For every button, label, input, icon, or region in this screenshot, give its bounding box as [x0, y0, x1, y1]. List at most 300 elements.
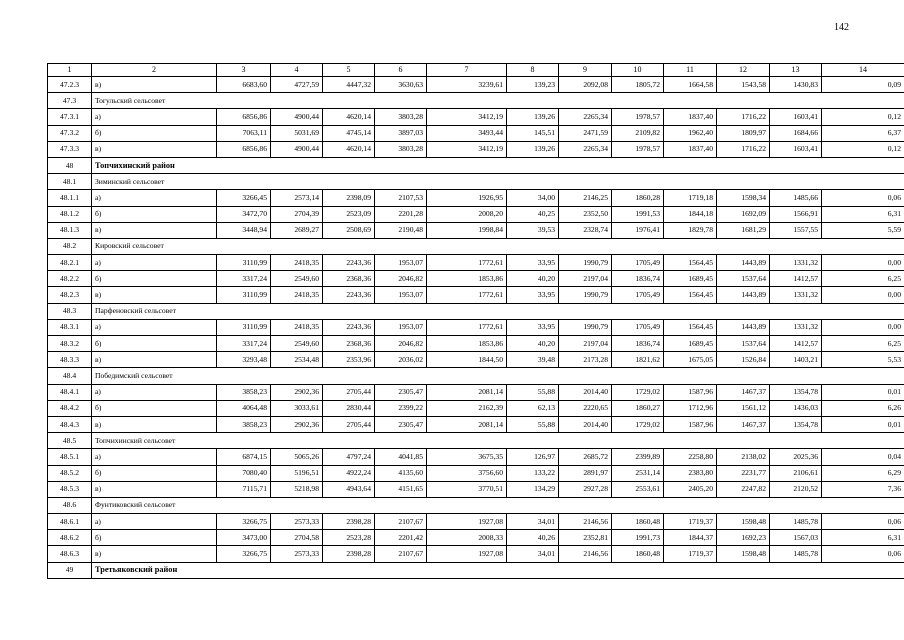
- value-cell: 2573,14: [271, 190, 323, 206]
- value-cell: 3473,00: [217, 530, 271, 546]
- value-cell: 2046,82: [375, 336, 427, 352]
- value-cell: 2109,82: [612, 125, 664, 141]
- value-cell: 0,04: [822, 449, 904, 465]
- section-row: [48, 303, 904, 319]
- value-cell: 0,00: [822, 255, 904, 271]
- value-cell: 33,95: [507, 287, 559, 303]
- value-cell: 1716,22: [717, 141, 770, 157]
- value-cell: 2258,80: [664, 449, 717, 465]
- page-number: 142: [834, 22, 849, 33]
- value-cell: 1860,48: [612, 546, 664, 562]
- table-row: [48, 255, 904, 271]
- table-row: [48, 530, 904, 546]
- section-row: [48, 497, 904, 513]
- row-option: в): [92, 287, 217, 303]
- row-code: 48.2.1: [48, 255, 92, 271]
- value-cell: 1719,37: [664, 546, 717, 562]
- value-cell: 1991,73: [612, 530, 664, 546]
- value-cell: 3239,61: [427, 77, 507, 93]
- row-code: 48.4.3: [48, 416, 92, 432]
- value-cell: 1436,03: [770, 400, 822, 416]
- value-cell: 3110,99: [217, 287, 271, 303]
- value-cell: 1331,32: [770, 287, 822, 303]
- value-cell: 2265,34: [559, 109, 612, 125]
- value-cell: 133,22: [507, 465, 559, 481]
- value-cell: 2197,04: [559, 336, 612, 352]
- value-cell: 4041,85: [375, 449, 427, 465]
- value-cell: 2685,72: [559, 449, 612, 465]
- section-name: Парфеновский сельсовет: [92, 303, 904, 319]
- value-cell: 5196,51: [271, 465, 323, 481]
- value-cell: 2398,28: [323, 514, 375, 530]
- row-code: 48.6: [48, 497, 92, 513]
- row-code: 48.5.1: [48, 449, 92, 465]
- column-header: 10: [612, 64, 664, 77]
- value-cell: 2689,27: [271, 222, 323, 238]
- value-cell: 1412,57: [770, 271, 822, 287]
- value-cell: 1729,02: [612, 416, 664, 432]
- value-cell: 2471,59: [559, 125, 612, 141]
- header-row: [48, 64, 904, 77]
- table-row: [48, 141, 904, 157]
- value-cell: 0,12: [822, 109, 904, 125]
- value-cell: 4064,48: [217, 400, 271, 416]
- value-cell: 2243,36: [323, 319, 375, 335]
- value-cell: 1564,45: [664, 319, 717, 335]
- value-cell: 2146,56: [559, 546, 612, 562]
- value-cell: 1467,37: [717, 416, 770, 432]
- value-cell: 40,26: [507, 530, 559, 546]
- value-cell: 2830,44: [323, 400, 375, 416]
- table-row: [48, 416, 904, 432]
- row-code: 48.4.2: [48, 400, 92, 416]
- value-cell: 33,95: [507, 255, 559, 271]
- table-row: [48, 109, 904, 125]
- value-cell: 2008,33: [427, 530, 507, 546]
- value-cell: 1443,89: [717, 319, 770, 335]
- value-cell: 0,06: [822, 546, 904, 562]
- value-cell: 0,01: [822, 416, 904, 432]
- value-cell: 3266,75: [217, 514, 271, 530]
- row-code: 48.6.1: [48, 514, 92, 530]
- row-code: 48.4: [48, 368, 92, 384]
- table-row: [48, 77, 904, 93]
- value-cell: 0,01: [822, 384, 904, 400]
- value-cell: 1844,37: [664, 530, 717, 546]
- table-body: [48, 77, 904, 579]
- value-cell: 2352,81: [559, 530, 612, 546]
- value-cell: 40,20: [507, 271, 559, 287]
- value-cell: 2107,67: [375, 546, 427, 562]
- row-option: б): [92, 271, 217, 287]
- value-cell: 2201,42: [375, 530, 427, 546]
- value-cell: 1689,45: [664, 336, 717, 352]
- value-cell: 1837,40: [664, 109, 717, 125]
- value-cell: 1684,66: [770, 125, 822, 141]
- row-option: а): [92, 255, 217, 271]
- value-cell: 2891,97: [559, 465, 612, 481]
- value-cell: 4620,14: [323, 109, 375, 125]
- value-cell: 6856,86: [217, 141, 271, 157]
- row-code: 47.3.2: [48, 125, 92, 141]
- value-cell: 145,51: [507, 125, 559, 141]
- value-cell: 1566,91: [770, 206, 822, 222]
- value-cell: 1809,97: [717, 125, 770, 141]
- column-header: 6: [375, 64, 427, 77]
- value-cell: 1821,62: [612, 352, 664, 368]
- row-code: 48.1.3: [48, 222, 92, 238]
- value-cell: 2197,04: [559, 271, 612, 287]
- value-cell: 2146,25: [559, 190, 612, 206]
- row-option: б): [92, 530, 217, 546]
- row-code: 48.2: [48, 238, 92, 254]
- value-cell: 1537,64: [717, 271, 770, 287]
- value-cell: 2927,28: [559, 481, 612, 497]
- value-cell: 4900,44: [271, 141, 323, 157]
- value-cell: 2902,36: [271, 416, 323, 432]
- value-cell: 62,13: [507, 400, 559, 416]
- value-cell: 1705,49: [612, 319, 664, 335]
- row-code: 48.2.3: [48, 287, 92, 303]
- row-code: 48.3.2: [48, 336, 92, 352]
- table-row: [48, 271, 904, 287]
- value-cell: 3266,45: [217, 190, 271, 206]
- table-row: [48, 206, 904, 222]
- table-row: [48, 222, 904, 238]
- value-cell: 7,36: [822, 481, 904, 497]
- value-cell: 6,31: [822, 206, 904, 222]
- value-cell: 134,29: [507, 481, 559, 497]
- value-cell: 5065,26: [271, 449, 323, 465]
- value-cell: 6,29: [822, 465, 904, 481]
- value-cell: 3493,44: [427, 125, 507, 141]
- row-code: 47.2.3: [48, 77, 92, 93]
- value-cell: 34,01: [507, 546, 559, 562]
- value-cell: 1598,48: [717, 514, 770, 530]
- value-cell: 1844,18: [664, 206, 717, 222]
- value-cell: 2549,60: [271, 271, 323, 287]
- value-cell: 6,25: [822, 271, 904, 287]
- row-option: б): [92, 465, 217, 481]
- value-cell: 4151,65: [375, 481, 427, 497]
- value-cell: 2106,61: [770, 465, 822, 481]
- value-cell: 2534,48: [271, 352, 323, 368]
- value-cell: 2399,22: [375, 400, 427, 416]
- column-header: 7: [427, 64, 507, 77]
- value-cell: 2046,82: [375, 271, 427, 287]
- table-row: [48, 352, 904, 368]
- value-cell: 4745,14: [323, 125, 375, 141]
- value-cell: 3770,51: [427, 481, 507, 497]
- row-option: б): [92, 400, 217, 416]
- value-cell: 2418,35: [271, 319, 323, 335]
- value-cell: 2398,28: [323, 546, 375, 562]
- value-cell: 3448,94: [217, 222, 271, 238]
- value-cell: 2231,77: [717, 465, 770, 481]
- table-row: [48, 546, 904, 562]
- value-cell: 3858,23: [217, 416, 271, 432]
- value-cell: 3110,99: [217, 319, 271, 335]
- value-cell: 1837,40: [664, 141, 717, 157]
- value-cell: 2201,28: [375, 206, 427, 222]
- table-row: [48, 319, 904, 335]
- row-code: 48.1.1: [48, 190, 92, 206]
- value-cell: 39,53: [507, 222, 559, 238]
- value-cell: 1705,49: [612, 287, 664, 303]
- value-cell: 3858,23: [217, 384, 271, 400]
- value-cell: 3472,70: [217, 206, 271, 222]
- value-cell: 55,88: [507, 384, 559, 400]
- value-cell: 2305,47: [375, 416, 427, 432]
- row-option: в): [92, 141, 217, 157]
- section-name: Тогульский сельсовет: [92, 93, 904, 109]
- value-cell: 139,26: [507, 141, 559, 157]
- row-option: б): [92, 206, 217, 222]
- row-code: 48.5.3: [48, 481, 92, 497]
- value-cell: 2531,14: [612, 465, 664, 481]
- value-cell: 2508,69: [323, 222, 375, 238]
- value-cell: 1598,48: [717, 546, 770, 562]
- value-cell: 1331,32: [770, 319, 822, 335]
- value-cell: 1836,74: [612, 336, 664, 352]
- section-row: [48, 433, 904, 449]
- value-cell: 7063,11: [217, 125, 271, 141]
- value-cell: 1443,89: [717, 255, 770, 271]
- row-code: 48.5.2: [48, 465, 92, 481]
- section-name: Победимский сельсовет: [92, 368, 904, 384]
- value-cell: 2014,40: [559, 416, 612, 432]
- value-cell: 2704,39: [271, 206, 323, 222]
- value-cell: 1485,78: [770, 514, 822, 530]
- value-cell: 2247,82: [717, 481, 770, 497]
- value-cell: 1729,02: [612, 384, 664, 400]
- value-cell: 5,59: [822, 222, 904, 238]
- value-cell: 1978,57: [612, 109, 664, 125]
- value-cell: 2399,89: [612, 449, 664, 465]
- value-cell: 3412,19: [427, 141, 507, 157]
- value-cell: 2008,20: [427, 206, 507, 222]
- value-cell: 1719,37: [664, 514, 717, 530]
- value-cell: 6,25: [822, 336, 904, 352]
- value-cell: 1526,84: [717, 352, 770, 368]
- column-header: 3: [217, 64, 271, 77]
- value-cell: 1664,58: [664, 77, 717, 93]
- district-row: [48, 157, 904, 173]
- value-cell: 139,26: [507, 109, 559, 125]
- value-cell: 3756,60: [427, 465, 507, 481]
- column-header: 12: [717, 64, 770, 77]
- value-cell: 2107,67: [375, 514, 427, 530]
- row-option: б): [92, 125, 217, 141]
- section-row: [48, 238, 904, 254]
- value-cell: 2553,61: [612, 481, 664, 497]
- row-option: в): [92, 77, 217, 93]
- value-cell: 5218,98: [271, 481, 323, 497]
- value-cell: 1692,09: [717, 206, 770, 222]
- value-cell: 2120,52: [770, 481, 822, 497]
- row-code: 48: [48, 157, 92, 173]
- value-cell: 2573,33: [271, 514, 323, 530]
- value-cell: 2014,40: [559, 384, 612, 400]
- value-cell: 1927,08: [427, 546, 507, 562]
- value-cell: 55,88: [507, 416, 559, 432]
- value-cell: 2405,20: [664, 481, 717, 497]
- value-cell: 4797,24: [323, 449, 375, 465]
- value-cell: 4620,14: [323, 141, 375, 157]
- value-cell: 1485,66: [770, 190, 822, 206]
- value-cell: 1705,49: [612, 255, 664, 271]
- value-cell: 2523,28: [323, 530, 375, 546]
- row-code: 48.3.1: [48, 319, 92, 335]
- value-cell: 2328,74: [559, 222, 612, 238]
- value-cell: 2398,09: [323, 190, 375, 206]
- table-row: [48, 190, 904, 206]
- value-cell: 1485,78: [770, 546, 822, 562]
- value-cell: 2705,44: [323, 416, 375, 432]
- value-cell: 2549,60: [271, 336, 323, 352]
- value-cell: 7115,71: [217, 481, 271, 497]
- row-code: 48.1: [48, 174, 92, 190]
- value-cell: 1598,34: [717, 190, 770, 206]
- row-option: в): [92, 481, 217, 497]
- value-cell: 1467,37: [717, 384, 770, 400]
- value-cell: 2220,65: [559, 400, 612, 416]
- value-cell: 3110,99: [217, 255, 271, 271]
- table-row: [48, 384, 904, 400]
- value-cell: 2305,47: [375, 384, 427, 400]
- row-option: б): [92, 336, 217, 352]
- row-code: 47.3.1: [48, 109, 92, 125]
- table-row: [48, 336, 904, 352]
- row-option: в): [92, 416, 217, 432]
- row-code: 47.3: [48, 93, 92, 109]
- row-code: 48.2.2: [48, 271, 92, 287]
- value-cell: 1719,18: [664, 190, 717, 206]
- value-cell: 2146,56: [559, 514, 612, 530]
- value-cell: 1543,58: [717, 77, 770, 93]
- value-cell: 0,06: [822, 190, 904, 206]
- value-cell: 1978,57: [612, 141, 664, 157]
- value-cell: 3317,24: [217, 336, 271, 352]
- value-cell: 0,00: [822, 319, 904, 335]
- value-cell: 2025,36: [770, 449, 822, 465]
- value-cell: 1998,84: [427, 222, 507, 238]
- row-option: в): [92, 352, 217, 368]
- value-cell: 3412,19: [427, 109, 507, 125]
- value-cell: 1990,79: [559, 287, 612, 303]
- value-cell: 2705,44: [323, 384, 375, 400]
- value-cell: 40,25: [507, 206, 559, 222]
- column-header: 5: [323, 64, 375, 77]
- table-row: [48, 481, 904, 497]
- value-cell: 2138,02: [717, 449, 770, 465]
- section-name: Топчихинский сельсовет: [92, 433, 904, 449]
- value-cell: 1443,89: [717, 287, 770, 303]
- value-cell: 2523,09: [323, 206, 375, 222]
- value-cell: 2036,02: [375, 352, 427, 368]
- value-cell: 1430,83: [770, 77, 822, 93]
- value-cell: 4447,32: [323, 77, 375, 93]
- row-code: 48.3: [48, 303, 92, 319]
- value-cell: 6874,15: [217, 449, 271, 465]
- row-option: а): [92, 384, 217, 400]
- column-header: 8: [507, 64, 559, 77]
- value-cell: 2418,35: [271, 287, 323, 303]
- value-cell: 6,26: [822, 400, 904, 416]
- value-cell: 2368,36: [323, 336, 375, 352]
- value-cell: 2368,36: [323, 271, 375, 287]
- value-cell: 2418,35: [271, 255, 323, 271]
- value-cell: 1860,48: [612, 514, 664, 530]
- value-cell: 1603,41: [770, 109, 822, 125]
- section-name: Фунтиковский сельсовет: [92, 497, 904, 513]
- value-cell: 1772,61: [427, 287, 507, 303]
- value-cell: 33,95: [507, 319, 559, 335]
- district-name: Топчихинский район: [92, 157, 904, 173]
- row-code: 48.5: [48, 433, 92, 449]
- value-cell: 34,01: [507, 514, 559, 530]
- section-name: Кировский сельсовет: [92, 238, 904, 254]
- value-cell: 2704,58: [271, 530, 323, 546]
- value-cell: 1853,86: [427, 336, 507, 352]
- value-cell: 1564,45: [664, 287, 717, 303]
- value-cell: 1836,74: [612, 271, 664, 287]
- value-cell: 2383,80: [664, 465, 717, 481]
- value-cell: 4135,60: [375, 465, 427, 481]
- value-cell: 1587,96: [664, 384, 717, 400]
- value-cell: 1990,79: [559, 255, 612, 271]
- value-cell: 1354,78: [770, 384, 822, 400]
- value-cell: 6,31: [822, 530, 904, 546]
- value-cell: 4727,59: [271, 77, 323, 93]
- value-cell: 1927,08: [427, 514, 507, 530]
- table-row: [48, 449, 904, 465]
- value-cell: 3033,61: [271, 400, 323, 416]
- table-row: [48, 287, 904, 303]
- district-row: [48, 562, 904, 578]
- value-cell: 1689,45: [664, 271, 717, 287]
- section-row: [48, 93, 904, 109]
- value-cell: 1990,79: [559, 319, 612, 335]
- value-cell: 1331,32: [770, 255, 822, 271]
- value-cell: 2107,53: [375, 190, 427, 206]
- value-cell: 1587,96: [664, 416, 717, 432]
- row-code: 48.3.3: [48, 352, 92, 368]
- value-cell: 34,00: [507, 190, 559, 206]
- value-cell: 2573,33: [271, 546, 323, 562]
- row-code: 49: [48, 562, 92, 578]
- table-row: [48, 125, 904, 141]
- value-cell: 2352,50: [559, 206, 612, 222]
- value-cell: 1953,07: [375, 255, 427, 271]
- value-cell: 2092,08: [559, 77, 612, 93]
- value-cell: 4900,44: [271, 109, 323, 125]
- value-cell: 1561,12: [717, 400, 770, 416]
- row-code: 47.3.3: [48, 141, 92, 157]
- value-cell: 1772,61: [427, 319, 507, 335]
- row-option: а): [92, 109, 217, 125]
- value-cell: 1953,07: [375, 319, 427, 335]
- value-cell: 1860,27: [612, 400, 664, 416]
- value-cell: 0,06: [822, 514, 904, 530]
- value-cell: 126,97: [507, 449, 559, 465]
- value-cell: 6856,86: [217, 109, 271, 125]
- value-cell: 2265,34: [559, 141, 612, 157]
- value-cell: 5031,69: [271, 125, 323, 141]
- value-cell: 1953,07: [375, 287, 427, 303]
- value-cell: 2190,48: [375, 222, 427, 238]
- value-cell: 3675,35: [427, 449, 507, 465]
